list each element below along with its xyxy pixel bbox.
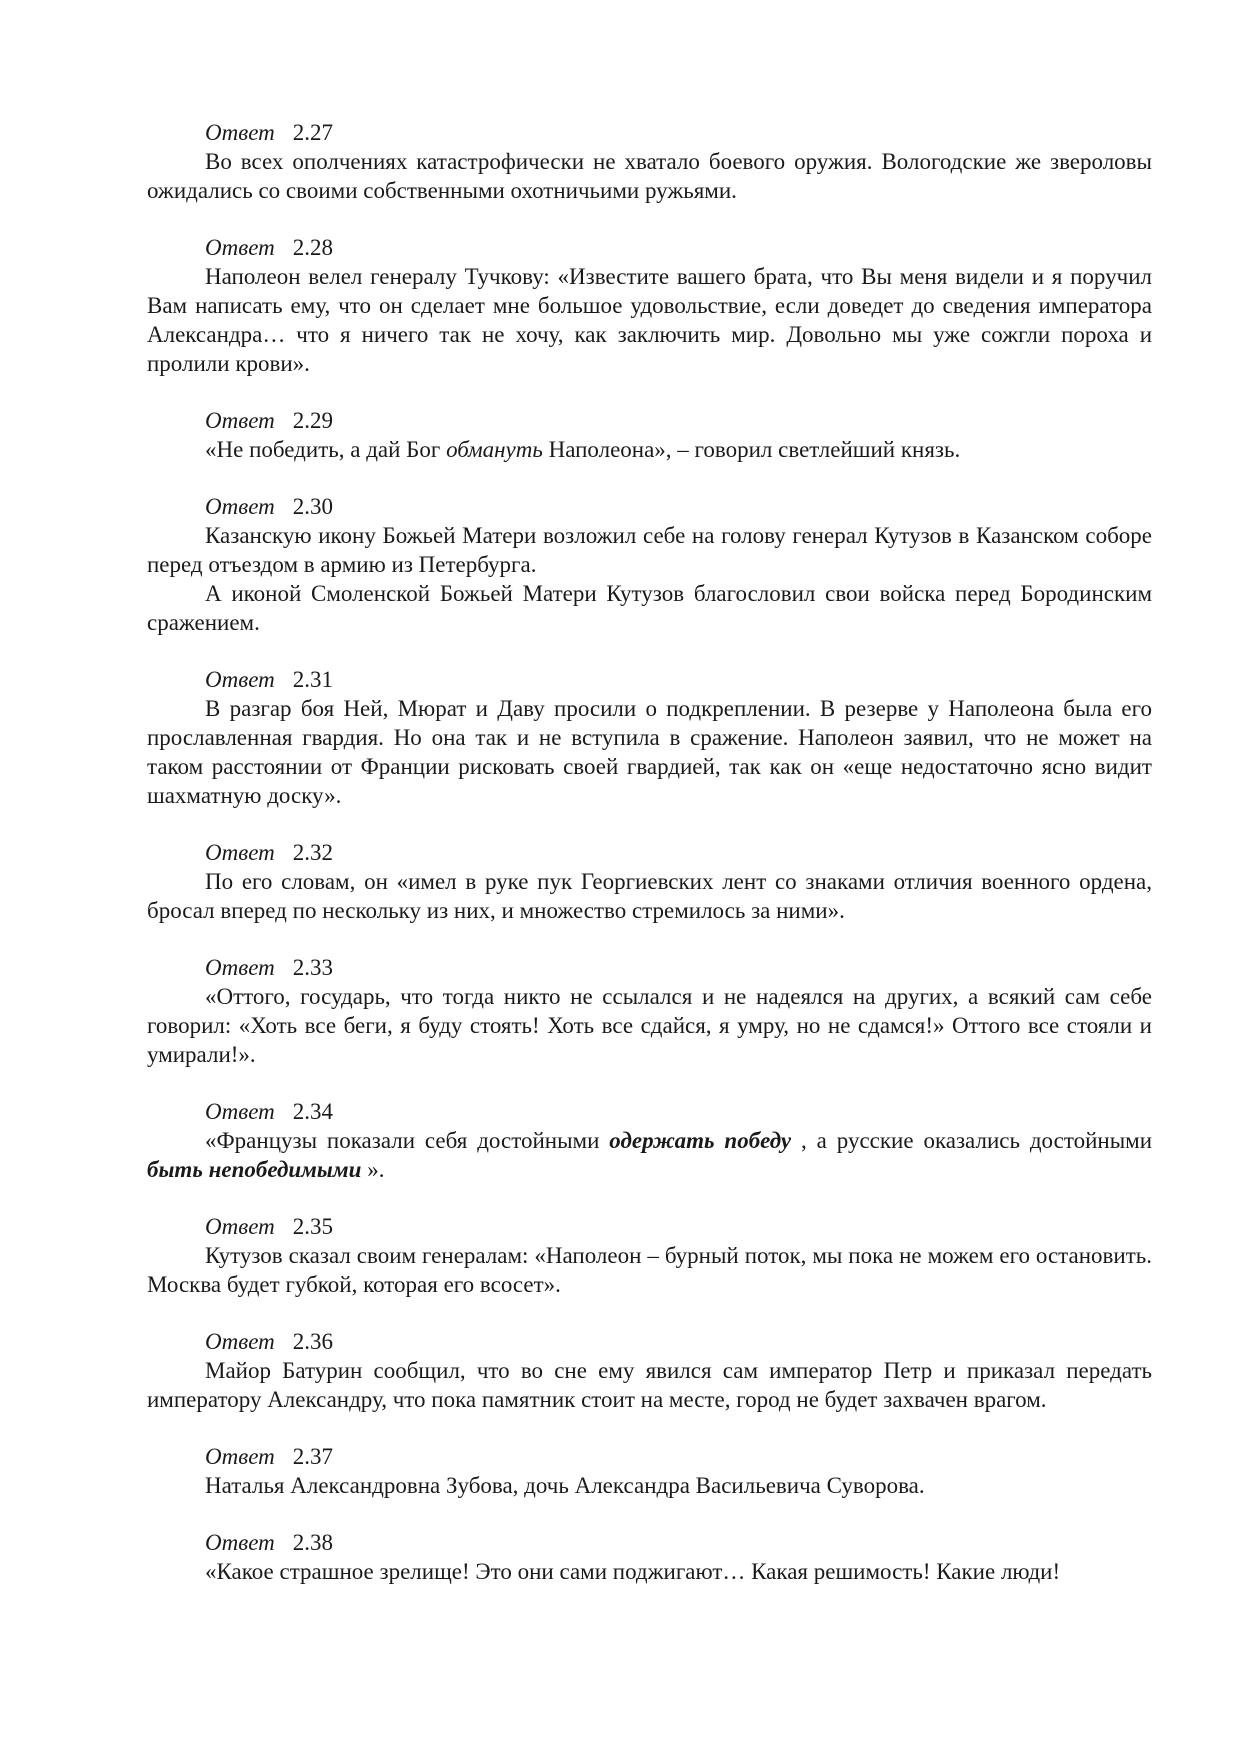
answer-header — [147, 1327, 1152, 1356]
answer-label: Ответ — [205, 840, 275, 865]
answer-text: По его словам, он «имел в руке пук Георгиевских лент со знаками отличия военного ордена, бросал вперед по нескольку из них, и множество стремилось за ними». — [147, 869, 1152, 923]
answer-2-32 — [147, 838, 1152, 925]
answer-header — [147, 406, 1152, 435]
text-segment: ». — [361, 1157, 385, 1182]
bold-italic-emphasis: одержать победу — [609, 1128, 792, 1153]
answer-2-29 — [147, 406, 1152, 464]
answer-number: 2.29 — [292, 408, 333, 433]
answer-header — [147, 1212, 1152, 1241]
answer-header — [147, 953, 1152, 982]
answer-2-34 — [147, 1097, 1152, 1184]
italic-emphasis: обмануть — [446, 437, 543, 462]
answer-number: 2.32 — [292, 840, 333, 865]
answer-text-continued: А иконой Смоленской Божьей Матери Кутузов благословил свои войска перед Бородинским сражением. — [147, 581, 1152, 635]
answer-label: Ответ — [205, 1099, 275, 1124]
answer-header — [147, 1097, 1152, 1126]
bold-italic-emphasis: быть непобедимыми — [147, 1157, 362, 1182]
answer-number: 2.34 — [292, 1099, 333, 1124]
answer-header — [147, 492, 1152, 521]
answer-number: 2.30 — [292, 494, 333, 519]
answer-header — [147, 665, 1152, 694]
answer-header — [147, 1528, 1152, 1557]
answer-number: 2.28 — [292, 235, 333, 260]
answer-number: 2.35 — [292, 1214, 333, 1239]
answer-2-33 — [147, 953, 1152, 1069]
answer-label: Ответ — [205, 235, 275, 260]
answer-header — [147, 838, 1152, 867]
answer-label: Ответ — [205, 955, 275, 980]
answer-2-27 — [147, 118, 1152, 205]
answer-number: 2.38 — [292, 1530, 333, 1555]
answer-label: Ответ — [205, 408, 275, 433]
answer-text: «Оттого, государь, что тогда никто не ссылался и не надеялся на других, а всякий сам себе говорил: «Хоть все беги, я буду стоять! Хоть все сдайся, я умру, но не сдамся!» Оттого все стояли и умирали!». — [147, 984, 1152, 1067]
answer-header — [147, 118, 1152, 147]
answer-label: Ответ — [205, 1329, 275, 1354]
answer-2-37 — [147, 1442, 1152, 1500]
text-segment: , а русские оказались достойными — [791, 1128, 1153, 1153]
answer-2-36 — [147, 1327, 1152, 1414]
answer-text: Во всех ополчениях катастрофически не хватало боевого оружия. Вологодские же звероловы ожидались со своими собственными охотничьими ружьями. — [147, 149, 1152, 203]
answer-header — [147, 1442, 1152, 1471]
answer-header — [147, 233, 1152, 262]
answer-text: В разгар боя Ней, Мюрат и Даву просили о подкреплении. В резерве у Наполеона была его прославленная гвардия. Но она так и не вступила в сражение. Наполеон заявил, что не может на таком расстоянии от Франции рисковать своей гвардией, так как он «еще недостаточно ясно видит шахматную доску». — [147, 696, 1152, 808]
answer-text: Наполеон велел генералу Тучкову: «Известите вашего брата, что Вы меня видели и я поручил Вам написать ему, что он сделает мне большое удовольствие, если доведет до сведения императора Александра… что я ничего так не хочу, как заключить мир. Довольно мы уже сожгли пороха и пролили крови». — [147, 264, 1152, 376]
answer-2-31 — [147, 665, 1152, 810]
text-segment: «Французы показали себя достойными — [205, 1128, 610, 1153]
answer-text: Наталья Александровна Зубова, дочь Александра Васильевича Суворова. — [205, 1473, 925, 1498]
text-segment: Наполеона», – говорил светлейший князь. — [542, 437, 961, 462]
answer-text: Майор Батурин сообщил, что во сне ему явился сам император Петр и приказал передать императору Александру, что пока памятник стоит на месте, город не будет захвачен врагом. — [147, 1358, 1152, 1412]
answer-number: 2.27 — [292, 120, 333, 145]
answer-label: Ответ — [205, 120, 275, 145]
answer-2-35 — [147, 1212, 1152, 1299]
answer-text — [147, 435, 1152, 464]
answer-label: Ответ — [205, 667, 275, 692]
answers-list — [147, 118, 1152, 1614]
answer-label: Ответ — [205, 1214, 275, 1239]
answer-label: Ответ — [205, 1530, 275, 1555]
answer-label: Ответ — [205, 1444, 275, 1469]
answer-text: Кутузов сказал своим генералам: «Наполеон – бурный поток, мы пока не можем его остановить. Москва будет губкой, которая его всосет». — [147, 1243, 1152, 1297]
answer-number: 2.37 — [292, 1444, 333, 1469]
answer-text: Казанскую икону Божьей Матери возложил себе на голову генерал Кутузов в Казанском соборе перед отъездом в армию из Петербурга. — [147, 523, 1152, 577]
answer-text — [147, 1126, 1152, 1184]
text-segment: «Не победить, а дай Бог — [205, 437, 447, 462]
answer-2-28 — [147, 233, 1152, 378]
answer-number: 2.31 — [292, 667, 333, 692]
answer-number: 2.33 — [292, 955, 333, 980]
answer-text: «Какое страшное зрелище! Это они сами поджигают… Какая решимость! Какие люди! — [205, 1559, 1061, 1584]
answer-number: 2.36 — [292, 1329, 333, 1354]
answer-2-30 — [147, 492, 1152, 637]
answer-2-38 — [147, 1528, 1152, 1586]
answer-label: Ответ — [205, 494, 275, 519]
